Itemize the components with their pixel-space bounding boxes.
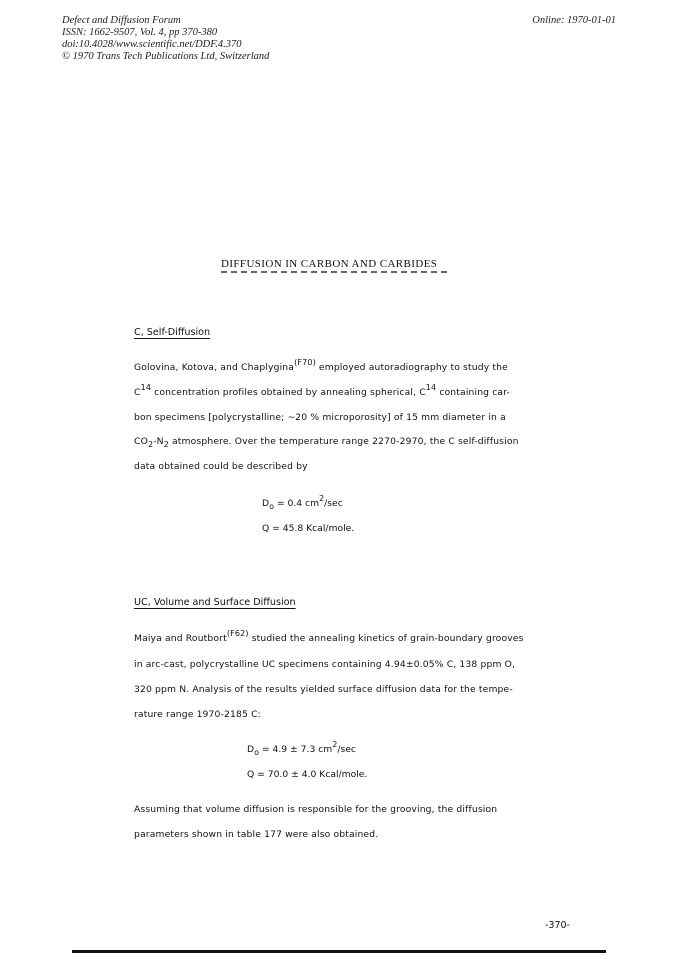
text-span: /sec [337,744,356,755]
text-span: Maiya and Routbort [134,633,227,644]
paragraph-line: rature range 1970-2185 C: [134,709,261,720]
reference-marker: (F62) [226,629,249,638]
text-span: D [247,744,255,755]
subscript: 2 [163,440,169,449]
text-span: containing car- [436,387,511,398]
subscript: o [254,748,259,757]
paragraph-line: in arc-cast, polycrystalline UC specimens containing 4.94±0.05% C, 138 ppm O, [134,659,516,670]
text-span: /sec [324,498,343,509]
subscript: o [269,502,274,511]
paragraph-line [134,383,511,398]
equation-d0 [247,740,356,757]
page-title: DIFFUSION IN CARBON AND CARBIDES [221,258,438,270]
text-span: studied the annealing kinetics of grain-boundary grooves [248,633,524,644]
footer-rule [72,950,606,953]
equation-q: Q = 45.8 Kcal/mole. [262,523,355,534]
section-heading-uc-volume-surface-diffusion: UC, Volume and Surface Diffusion [134,597,296,608]
subscript: 2 [147,440,154,449]
doi-link[interactable]: doi:10.4028/www.scientific.net/DDF.4.370 [62,39,242,50]
superscript: 14 [425,383,437,392]
article-header [62,15,269,63]
section-heading-c-self-diffusion: C, Self-Diffusion [134,327,211,338]
text-span: concentration profiles obtained by annealing spherical, C [151,387,426,398]
text-span: -N [153,436,164,447]
superscript: 2 [319,494,325,503]
text-span: C [134,387,141,398]
paragraph-line: bon specimens [polycrystalline; ~20 % microporosity] of 15 mm diameter in a [134,412,506,423]
text-span: employed autoradiography to study the [315,362,508,373]
page-number: -370- [545,920,570,931]
text-span: = 4.9 ± 7.3 cm [258,744,333,755]
paragraph-line [134,436,519,447]
title-underline [221,271,447,273]
paragraph-line [134,358,508,373]
paragraph-line: Assuming that volume diffusion is responsible for the grooving, the diffusion [134,804,498,815]
text-span: CO [134,436,148,447]
paragraph-line: parameters shown in table 177 were also obtained. [134,829,379,840]
copyright-notice: © 1970 Trans Tech Publications Ltd, Switzerland [62,51,270,62]
text-span: D [262,498,270,509]
journal-name: Defect and Diffusion Forum [62,15,181,26]
text-span: atmosphere. Over the temperature range 2270-2970, the C self-diffusion [168,436,519,447]
equation-q: Q = 70.0 ± 4.0 Kcal/mole. [247,769,368,780]
paragraph-line: data obtained could be described by [134,461,308,472]
equation-d0 [262,494,343,511]
paragraph-line: 320 ppm N. Analysis of the results yielded surface diffusion data for the tempe- [134,684,513,695]
text-span: Golovina, Kotova, and Chaplygina [134,362,295,373]
superscript: 2 [332,740,338,749]
superscript: 14 [140,383,152,392]
online-date: Online: 1970-01-01 [532,15,616,26]
issn-volume-pages: ISSN: 1662-9507, Vol. 4, pp 370-380 [62,27,218,38]
paragraph-line [134,629,524,644]
text-span: = 0.4 cm [273,498,320,509]
reference-marker: (F70) [294,358,316,367]
